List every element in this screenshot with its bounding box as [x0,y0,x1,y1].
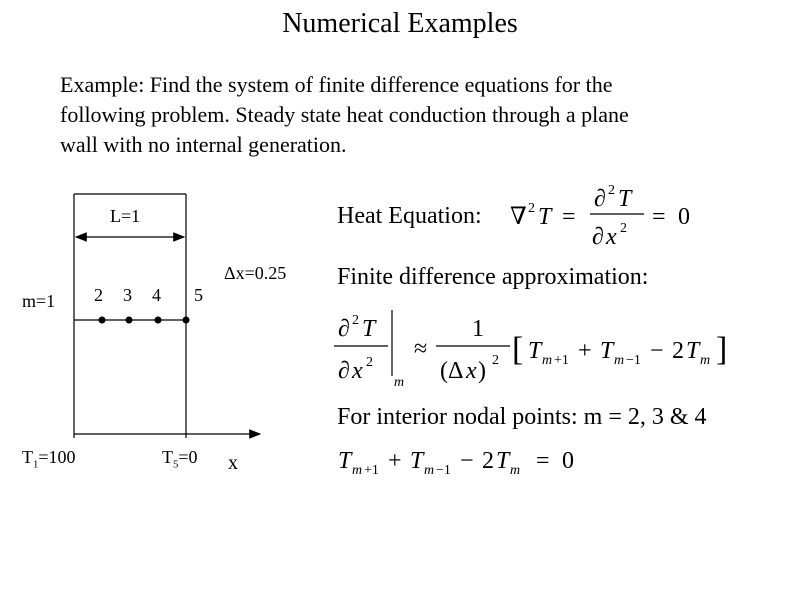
svg-text:2: 2 [672,338,684,364]
svg-text:2: 2 [620,221,627,236]
svg-text:m: m [542,353,553,368]
svg-text:2: 2 [366,355,373,370]
node-m1-label: m=1 [22,291,56,311]
node-dot-4 [155,317,162,324]
svg-text:T: T [618,186,632,212]
length-label: L=1 [110,206,141,226]
finite-difference-formula [332,306,752,392]
svg-text:[: [ [512,331,524,368]
example-line-1: Example: Find the system of finite difference equations for the [60,72,613,97]
node-dot-3 [126,317,133,324]
svg-text:(Δ: (Δ [440,358,464,384]
svg-text:−: − [650,338,664,364]
svg-text:∂: ∂ [338,316,350,342]
svg-text:T: T [686,338,700,364]
svg-text:2: 2 [528,201,535,216]
svg-text:m: m [614,353,625,368]
interior-node-equation [334,440,594,480]
t1-boundary-label: $T_1=100$ [22,447,76,471]
svg-text:+1: +1 [554,353,569,368]
svg-text:+: + [578,338,592,364]
heat-equation-formula [506,180,716,254]
svg-text:T: T [528,338,542,364]
svg-text:−1: −1 [436,463,451,478]
svg-text:x: x [352,358,363,384]
svg-text:m: m [510,463,521,478]
example-line-3: wall with no internal generation. [60,132,347,157]
svg-text:2: 2 [492,353,499,368]
x-axis-label: x [228,452,238,474]
svg-text:=: = [562,204,576,230]
svg-text:2: 2 [608,183,615,198]
svg-text:2: 2 [482,448,494,474]
heat-equation-label: Heat Equation: [337,203,482,229]
svg-text:]: ] [716,331,728,368]
svg-text:): ) [478,358,486,384]
example-text [60,70,780,160]
svg-text:=: = [652,204,666,230]
svg-text:∇: ∇ [510,204,527,230]
svg-text:T: T [410,448,424,474]
svg-text:1: 1 [472,316,484,342]
node-label-4: 4 [152,285,161,305]
plane-wall-diagram [0,180,320,480]
svg-text:∂: ∂ [592,224,604,250]
example-line-2: following problem. Steady state heat conduction through a plane [60,102,629,127]
svg-text:T: T [538,204,552,230]
finite-difference-label: Finite difference approximation: [337,264,649,290]
svg-text:m: m [394,375,405,390]
interior-nodes-label: For interior nodal points: m = 2, 3 & 4 [337,404,707,430]
svg-text:0: 0 [562,448,574,474]
node-dot-5 [183,317,190,324]
svg-text:x: x [606,224,617,250]
node-label-3: 3 [123,285,132,305]
svg-text:x: x [466,358,477,384]
svg-text:+: + [388,448,402,474]
svg-text:2: 2 [352,313,359,328]
svg-text:−1: −1 [626,353,641,368]
dx-label: Δx=0.25 [224,263,287,283]
svg-text:T: T [338,448,352,474]
svg-text:=: = [536,448,550,474]
svg-text:−: − [460,448,474,474]
svg-text:m: m [424,463,435,478]
t5-boundary-label: $T_5=0$ [162,447,198,471]
svg-text:T: T [496,448,510,474]
node-label-5: 5 [194,285,203,305]
svg-text:m: m [352,463,363,478]
svg-text:T: T [362,316,376,342]
svg-text:m: m [700,353,711,368]
svg-text:T: T [600,338,614,364]
slide-title: Numerical Examples [282,8,518,39]
interior-nodes-value: m = 2, 3 & 4 [583,404,707,430]
svg-text:≈: ≈ [414,336,428,362]
svg-text:+1: +1 [364,463,379,478]
node-dot-2 [99,317,106,324]
node-label-2: 2 [94,285,103,305]
svg-text:∂: ∂ [594,186,606,212]
svg-text:∂: ∂ [338,358,350,384]
svg-text:0: 0 [678,204,690,230]
